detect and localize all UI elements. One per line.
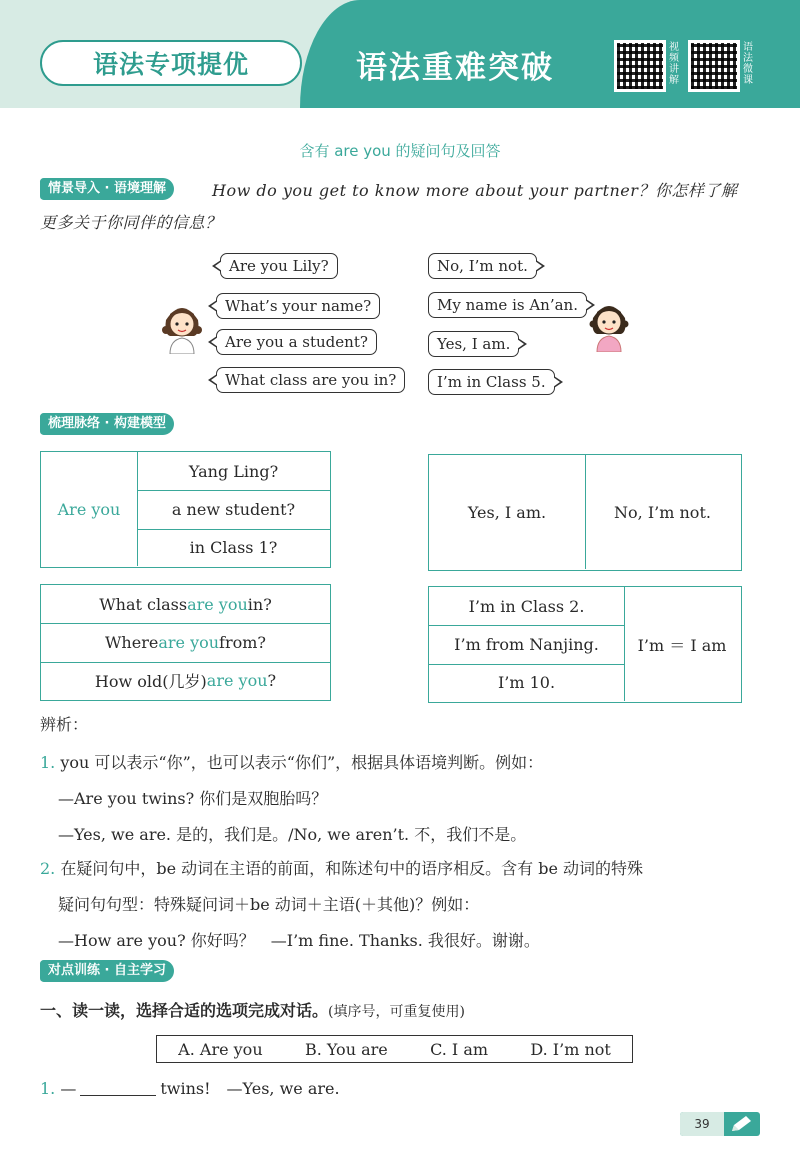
- answer-bubble-3: Yes, I am.: [428, 331, 519, 357]
- option-c: C. I am: [430, 1039, 489, 1059]
- question-bubble-1: Are you Lily?: [220, 253, 338, 279]
- question-title: 一、读一读，选择合适的选项完成对话。(填序号，可重复使用): [40, 1001, 465, 1020]
- option-a: A. Are you: [178, 1039, 263, 1059]
- girl-left-icon: [160, 300, 204, 354]
- qr-label-video: 视频讲解: [669, 42, 679, 86]
- answer-bubble-4: I’m in Class 5.: [428, 369, 555, 395]
- table1-row: in Class 1?: [189, 538, 278, 557]
- answer-bubble-2: My name is An’an.: [428, 292, 587, 318]
- analysis-example: —Are you twins? 你们是双胞胎吗？: [58, 789, 328, 808]
- table3-row: How old(几岁) are you ?: [94, 671, 277, 691]
- option-b: B. You are: [304, 1039, 388, 1059]
- analysis-point-2-cont: 疑问句句型：特殊疑问词＋be 动词＋主语(＋其他)？例如：: [58, 895, 480, 914]
- question-bubble-4: What class are you in?: [216, 367, 405, 393]
- table4-row: I’m 10.: [497, 673, 556, 692]
- model-badge: 梳理脉络 · 构建模型: [40, 413, 174, 435]
- page-number-tab: [680, 1112, 760, 1136]
- analysis-point-1: 1. you 可以表示“你”，也可以表示“你们”，根据具体语境判断。例如：: [40, 753, 544, 772]
- intro-text: [40, 175, 760, 239]
- page-header: [0, 0, 800, 108]
- table-yes-no: [428, 454, 742, 571]
- options-box: [156, 1035, 633, 1063]
- option-d: D. I’m not: [530, 1039, 611, 1059]
- question-bubble-2: What’s your name?: [216, 293, 380, 319]
- pencil-icon: [730, 1115, 754, 1133]
- table-im-answers: [428, 586, 742, 703]
- table4-note: I’m ＝ I am: [637, 635, 727, 655]
- answer-bubble-1: No, I’m not.: [428, 253, 537, 279]
- qr-code-microlesson[interactable]: [688, 40, 740, 92]
- qr-code-video[interactable]: [614, 40, 666, 92]
- intro-badge: 情景导入 · 语境理解: [40, 178, 174, 200]
- section-title: 含有 are you 的疑问句及回答: [299, 142, 501, 160]
- analysis-example: —Yes, we are. 是的，我们是。/No, we aren’t. 不，我们不是。: [58, 825, 527, 844]
- girl-right-icon: [587, 298, 631, 352]
- table3-row: Where are you from?: [104, 633, 266, 652]
- header-title: 语法重难突破: [356, 50, 554, 86]
- page-number: 39: [680, 1112, 724, 1136]
- practice-badge: 对点训练 · 自主学习: [40, 960, 174, 982]
- intro-line-2: 更多关于你同伴的信息？: [40, 213, 222, 232]
- table1-row: Yang Ling?: [188, 461, 279, 481]
- intro-line-1: How do you get to know more about your partner？你怎样了解: [212, 181, 738, 200]
- analysis-point-2: 2. 在疑问句中，be 动词在主语的前面，和陈述句中的语序相反。含有 be 动词的特殊: [40, 859, 644, 878]
- table2-yes: Yes, I am.: [467, 502, 547, 522]
- analysis-title: 辨析：: [40, 715, 89, 734]
- table4-row: I’m in Class 2.: [468, 596, 585, 616]
- table1-head: Are you: [57, 499, 121, 519]
- question-bubble-3: Are you a student?: [216, 329, 377, 355]
- table4-row: I’m from Nanjing.: [454, 635, 599, 654]
- table3-row: What class are you in?: [99, 594, 272, 614]
- table-wh-questions: [40, 584, 331, 701]
- table-are-you: [40, 451, 331, 568]
- answer-blank[interactable]: [80, 1095, 156, 1096]
- header-tag: 语法专项提优: [40, 40, 302, 86]
- table2-no: No, I’m not.: [614, 502, 711, 522]
- table1-row: a new student?: [171, 500, 296, 519]
- qr-label-microlesson: 语法微课: [743, 42, 753, 86]
- exercise-item-1: 1. — twins! —Yes, we are.: [40, 1079, 340, 1098]
- analysis-example: —How are you? 你好吗？ —I’m fine. Thanks. 我很好。谢谢。: [58, 931, 540, 950]
